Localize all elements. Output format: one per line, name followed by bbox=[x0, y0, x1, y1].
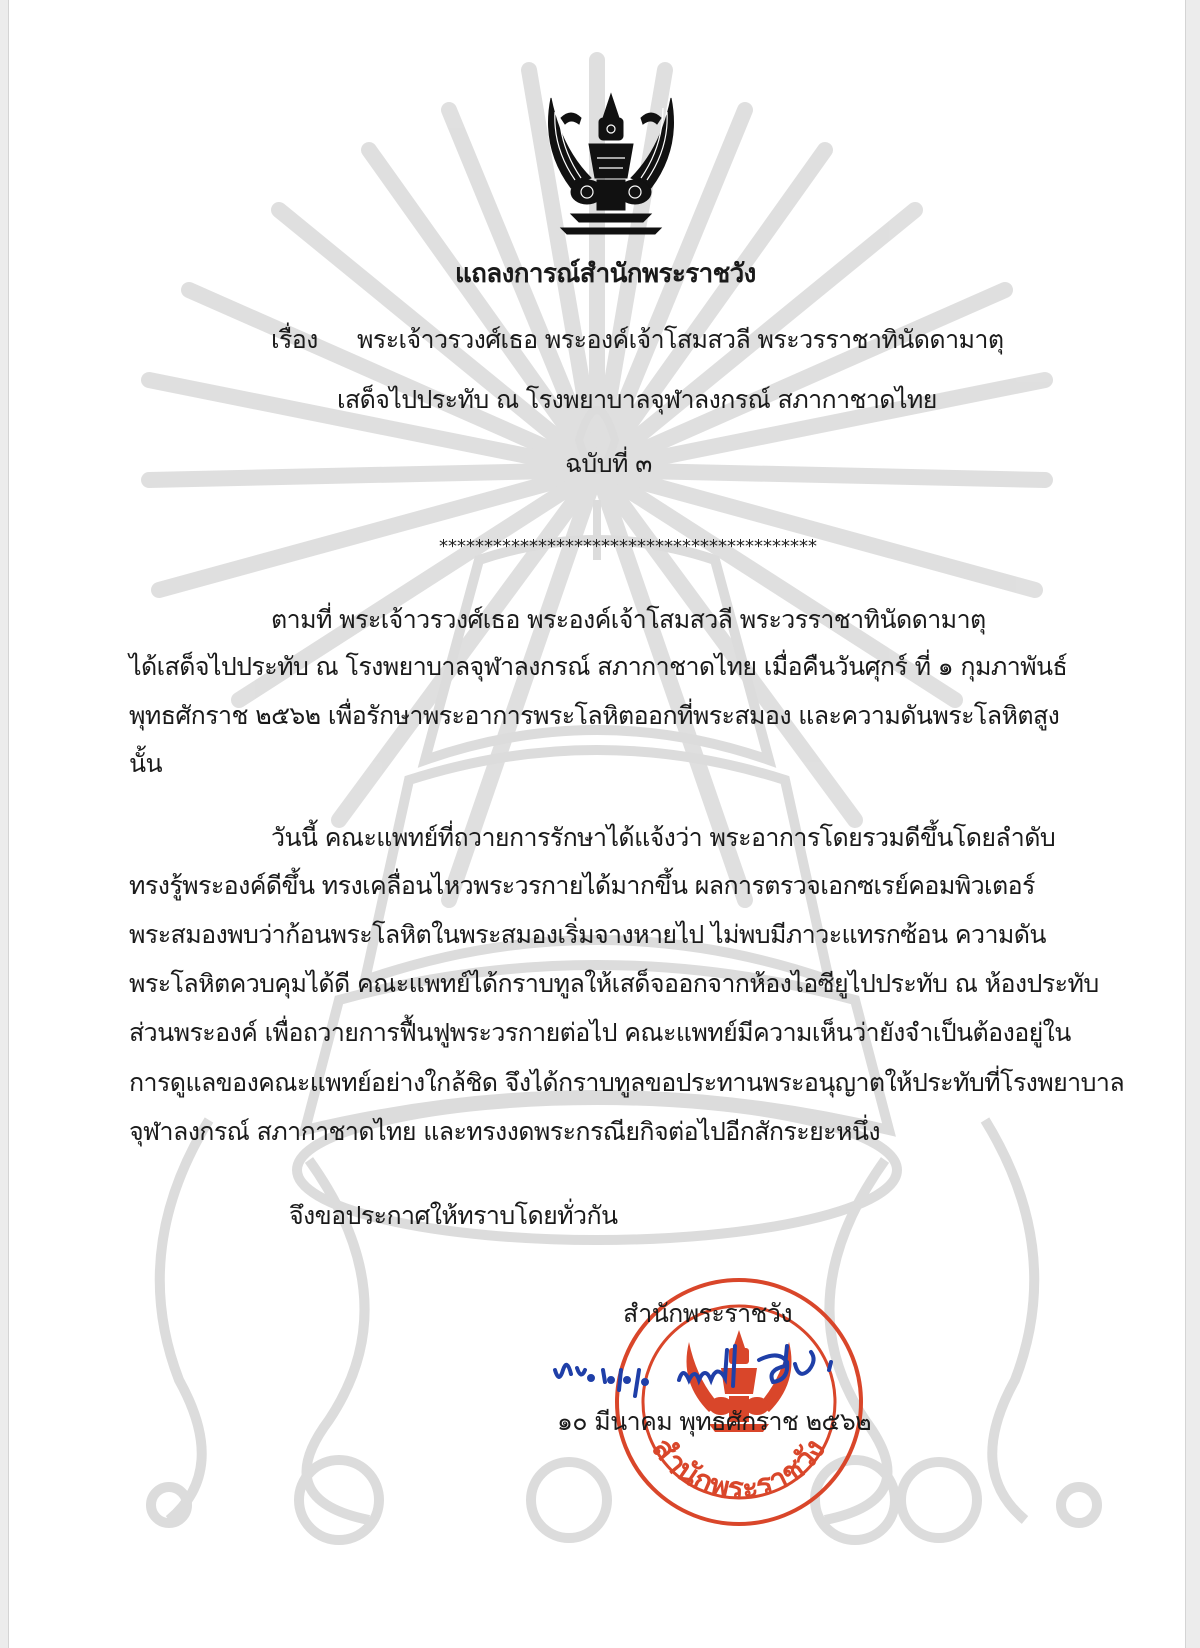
paragraph-1-line: พุทธศักราช ๒๕๖๒ เพื่อรักษาพระอาการพระโลหิตออกที่พระสมอง และความดันพระโลหิตสูง bbox=[129, 701, 1060, 730]
document-page bbox=[8, 0, 1186, 1648]
paragraph-2-line: ทรงรู้พระองค์ดีขึ้น ทรงเคลื่อนไหวพระวรกายได้มากขึ้น ผลการตรวจเอกซเรย์คอมพิวเตอร์ bbox=[129, 871, 1035, 900]
subject-label: เรื่อง bbox=[271, 325, 318, 354]
document-title: แถลงการณ์สำนักพระราชวัง bbox=[455, 259, 756, 289]
paragraph-1-line: ได้เสด็จไปประทับ ณ โรงพยาบาลจุฬาลงกรณ์ สภากาชาดไทย เมื่อคืนวันศุกร์ ที่ ๑ กุมภาพันธ์ bbox=[129, 652, 1068, 681]
separator-line: ****************************************** bbox=[439, 536, 817, 557]
signatory-office: สำนักพระราชวัง bbox=[623, 1299, 792, 1328]
paragraph-2-line: การดูแลของคณะแพทย์อย่างใกล้ชิด จึงได้กราบทูลขอประทานพระอนุญาตให้ประทับที่โรงพยาบาล bbox=[129, 1068, 1125, 1097]
paragraph-2-line: ส่วนพระองค์ เพื่อถวายการฟื้นฟูพระวรกายต่อไป คณะแพทย์มีความเห็นว่ายังจำเป็นต้องอยู่ใน bbox=[129, 1018, 1071, 1047]
subject-line-2: เสด็จไปประทับ ณ โรงพยาบาลจุฬาลงกรณ์ สภากาชาดไทย bbox=[337, 385, 937, 414]
garuda-emblem-icon bbox=[531, 88, 691, 248]
paragraph-2-line: วันนี้ คณะแพทย์ที่ถวายการรักษาได้แจ้งว่า พระอาการโดยรวมดีขึ้นโดยลำดับ bbox=[271, 823, 1056, 852]
paragraph-2-line: พระโลหิตควบคุมได้ดี คณะแพทย์ได้กราบทูลให้เสด็จออกจากห้องไอซียูไปประทับ ณ ห้องประทับ bbox=[129, 969, 1099, 998]
issue-number: ฉบับที่ ๓ bbox=[565, 449, 652, 478]
paragraph-2-line: จุฬาลงกรณ์ สภากาชาดไทย และทรงงดพระกรณียกิจต่อไปอีกสักระยะหนึ่ง bbox=[129, 1117, 880, 1146]
svg-text:สำนักพระราชวัง bbox=[645, 1431, 833, 1506]
stamp-text: สำนักพระราชวัง bbox=[644, 1431, 833, 1507]
closing-statement: จึงขอประกาศให้ทราบโดยทั่วกัน bbox=[289, 1201, 618, 1230]
signature-icon bbox=[549, 1340, 889, 1410]
paragraph-1-line: นั้น bbox=[129, 749, 162, 778]
paragraph-1-line: ตามที่ พระเจ้าวรวงศ์เธอ พระองค์เจ้าโสมสวลี พระวรราชาทินัดดามาตุ bbox=[271, 605, 986, 634]
paragraph-2-line: พระสมองพบว่าก้อนพระโลหิตในพระสมองเริ่มจางหายไป ไม่พบมีภาวะแทรกซ้อน ความดัน bbox=[129, 920, 1046, 949]
issue-date: ๑๐ มีนาคม พุทธศักราช ๒๕๖๒ bbox=[557, 1407, 871, 1436]
subject-line-1: พระเจ้าวรวงศ์เธอ พระองค์เจ้าโสมสวลี พระวรราชาทินัดดามาตุ bbox=[357, 325, 1004, 354]
